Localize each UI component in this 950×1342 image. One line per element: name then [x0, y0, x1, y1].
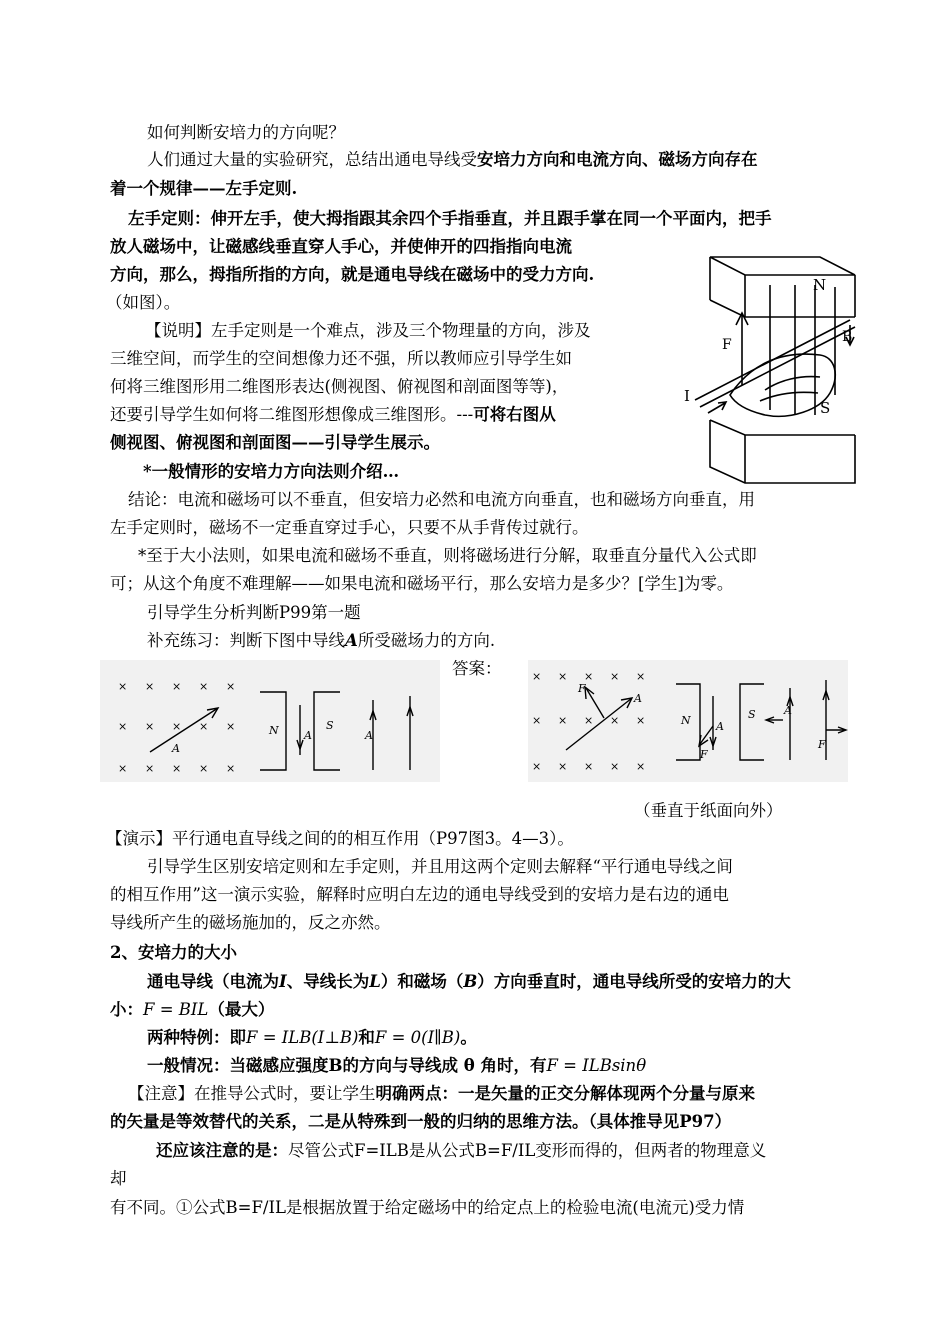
text-line: 的矢量是等效替代的关系，二是从特殊到一般的归纳的思维方法。（具体推导见P97）	[110, 1112, 732, 1131]
text-line: 着一个规律——左手定则.	[110, 179, 298, 198]
svg-text:×: ×	[584, 760, 594, 773]
svg-text:×: ×	[610, 670, 620, 683]
svg-text:×: ×	[558, 714, 568, 727]
svg-text:×: ×	[172, 762, 182, 775]
svg-text:×: ×	[610, 760, 620, 773]
svg-text:×: ×	[226, 762, 236, 775]
svg-text:×: ×	[118, 680, 128, 693]
svg-text:×: ×	[172, 720, 182, 733]
text-line: 方向，那么，拇指所指的方向，就是通电导线在磁场中的受力方向.	[110, 265, 595, 284]
text-line: 放人磁场中，让磁感线垂直穿人手心，并使伸开的四指指向电流	[110, 237, 572, 256]
svg-text:×: ×	[145, 680, 155, 693]
svg-text:×: ×	[199, 720, 209, 733]
text-line: 【说明】左手定则是一个难点，涉及三个物理量的方向，涉及	[145, 321, 591, 340]
svg-text:×: ×	[145, 720, 155, 733]
current-label-i: I	[684, 387, 690, 405]
answer-label: 答案：	[452, 659, 502, 678]
text-line: 有不同。①公式B=F/IL是根据放置于给定磁场中的给定点上的检验电流(电流元)受力情	[110, 1198, 745, 1217]
svg-text:×: ×	[584, 670, 594, 683]
text-line: 一般情况：当磁感应强度B的方向与导线成 θ 角时，有F = ILBsinθ	[147, 1056, 647, 1075]
svg-text:×: ×	[558, 760, 568, 773]
text-line: 如何判断安培力的方向呢？	[147, 123, 345, 142]
svg-text:×: ×	[532, 714, 542, 727]
perpendicular-note: （垂直于纸面向外）	[634, 801, 783, 820]
force-label: F	[700, 748, 708, 761]
text-line: （如图）。	[106, 293, 181, 312]
wire-label: A	[365, 729, 373, 742]
pole-label-n: N	[269, 724, 279, 737]
pole-label-n: N	[681, 714, 691, 727]
svg-text:×: ×	[199, 680, 209, 693]
svg-text:×: ×	[172, 680, 182, 693]
svg-text:×: ×	[226, 720, 236, 733]
force-label: F	[578, 682, 586, 695]
text-line: 引导学生区别安培定则和左手定则，并且用这两个定则去解释“平行通电导线之间	[147, 857, 733, 876]
section-heading: 2、安培力的大小	[110, 943, 237, 962]
force-label: F	[818, 738, 826, 751]
svg-text:×: ×	[558, 670, 568, 683]
text-line: 左手定则时，磁场不一定垂直穿过手心，只要不从手背传过就行。	[110, 518, 589, 537]
text-line: 还要引导学生如何将二维图形想像成三维图形。---可将右图从	[110, 405, 556, 424]
wire-label: A	[304, 729, 312, 742]
text-line: 【演示】平行通电直导线之间的的相互作用（P97图3。4—3）。	[106, 829, 574, 848]
text-line: 小：F = BIL（最大）	[110, 1000, 275, 1019]
text-line: 何将三维图形用二维图形表达(侧视图、俯视图和剖面图等等)，	[110, 377, 569, 396]
svg-text:×: ×	[636, 714, 646, 727]
svg-text:×: ×	[636, 670, 646, 683]
magnet-label-n: N	[813, 276, 827, 294]
question-figures	[100, 660, 440, 782]
text-line: 【注意】在推导公式时，要让学生明确两点：一是矢量的正交分解体现两个分量与原来	[128, 1084, 755, 1103]
text-line: 左手定则：伸开左手，使大拇指跟其余四个手指垂直，并且跟手掌在同一个平面内，把手	[128, 209, 772, 228]
wire-label: A	[716, 720, 724, 733]
text-line: 的相互作用”这一演示实验，解释时应明白左边的通电导线受到的安培力是右边的通电	[110, 885, 729, 904]
wire-label: A	[172, 742, 180, 755]
svg-text:×: ×	[118, 720, 128, 733]
svg-text:×: ×	[610, 714, 620, 727]
text-line: 结论：电流和磁场可以不垂直，但安培力必然和电流方向垂直，也和磁场方向垂直，用	[128, 490, 755, 509]
text-line: 三维空间，而学生的空间想像力还不强，所以教师应引导学生如	[110, 349, 572, 368]
text-line: 引导学生分析判断P99第一题	[147, 603, 361, 622]
pole-label-s: S	[748, 708, 756, 721]
text-line: 还应该注意的是：尽管公式F=ILB是从公式B=F/IL变形而得的，但两者的物理意义	[156, 1141, 767, 1160]
text-line: 侧视图、俯视图和剖面图——引导学生展示。	[110, 433, 440, 452]
svg-text:×: ×	[145, 762, 155, 775]
text-line: *至于大小法则，如果电流和磁场不垂直，则将磁场进行分解，取垂直分量代入公式即	[138, 546, 757, 565]
text-line: 通电导线（电流为I、导线长为L）和磁场（B）方向垂直时，通电导线所受的安培力的大	[147, 972, 791, 991]
text-line: 却	[110, 1169, 127, 1188]
svg-text:×: ×	[584, 714, 594, 727]
svg-text:×: ×	[636, 760, 646, 773]
text-line: 两种特例：即F = ILB(I⊥B)和F = 0(I∥B)。	[147, 1028, 477, 1047]
svg-text:×: ×	[226, 680, 236, 693]
svg-text:×: ×	[532, 670, 542, 683]
force-label-f: F	[722, 337, 732, 353]
text-line: 补充练习：判断下图中导线A所受磁场力的方向.	[147, 631, 496, 650]
answer-figures	[528, 660, 848, 782]
svg-text:×: ×	[199, 762, 209, 775]
text-line: 可；从这个角度不难理解——如果电流和磁场平行，那么安培力是多少？[学生]为零。	[110, 574, 734, 593]
pole-label-s: S	[326, 719, 334, 732]
wire-label: A	[784, 704, 792, 717]
text-line: *一般情形的安培力方向法则介绍…	[143, 462, 400, 481]
field-label-b: B	[842, 329, 853, 345]
text-line: 导线所产生的磁场施加的，反之亦然。	[110, 913, 391, 932]
left-hand-rule-figure	[670, 245, 870, 490]
text-line: 人们通过大量的实验研究，总结出通电导线受安培力方向和电流方向、磁场方向存在	[147, 150, 758, 169]
svg-text:×: ×	[532, 760, 542, 773]
wire-label: A	[634, 692, 642, 705]
magnet-label-s: S	[820, 399, 831, 417]
svg-text:×: ×	[118, 762, 128, 775]
